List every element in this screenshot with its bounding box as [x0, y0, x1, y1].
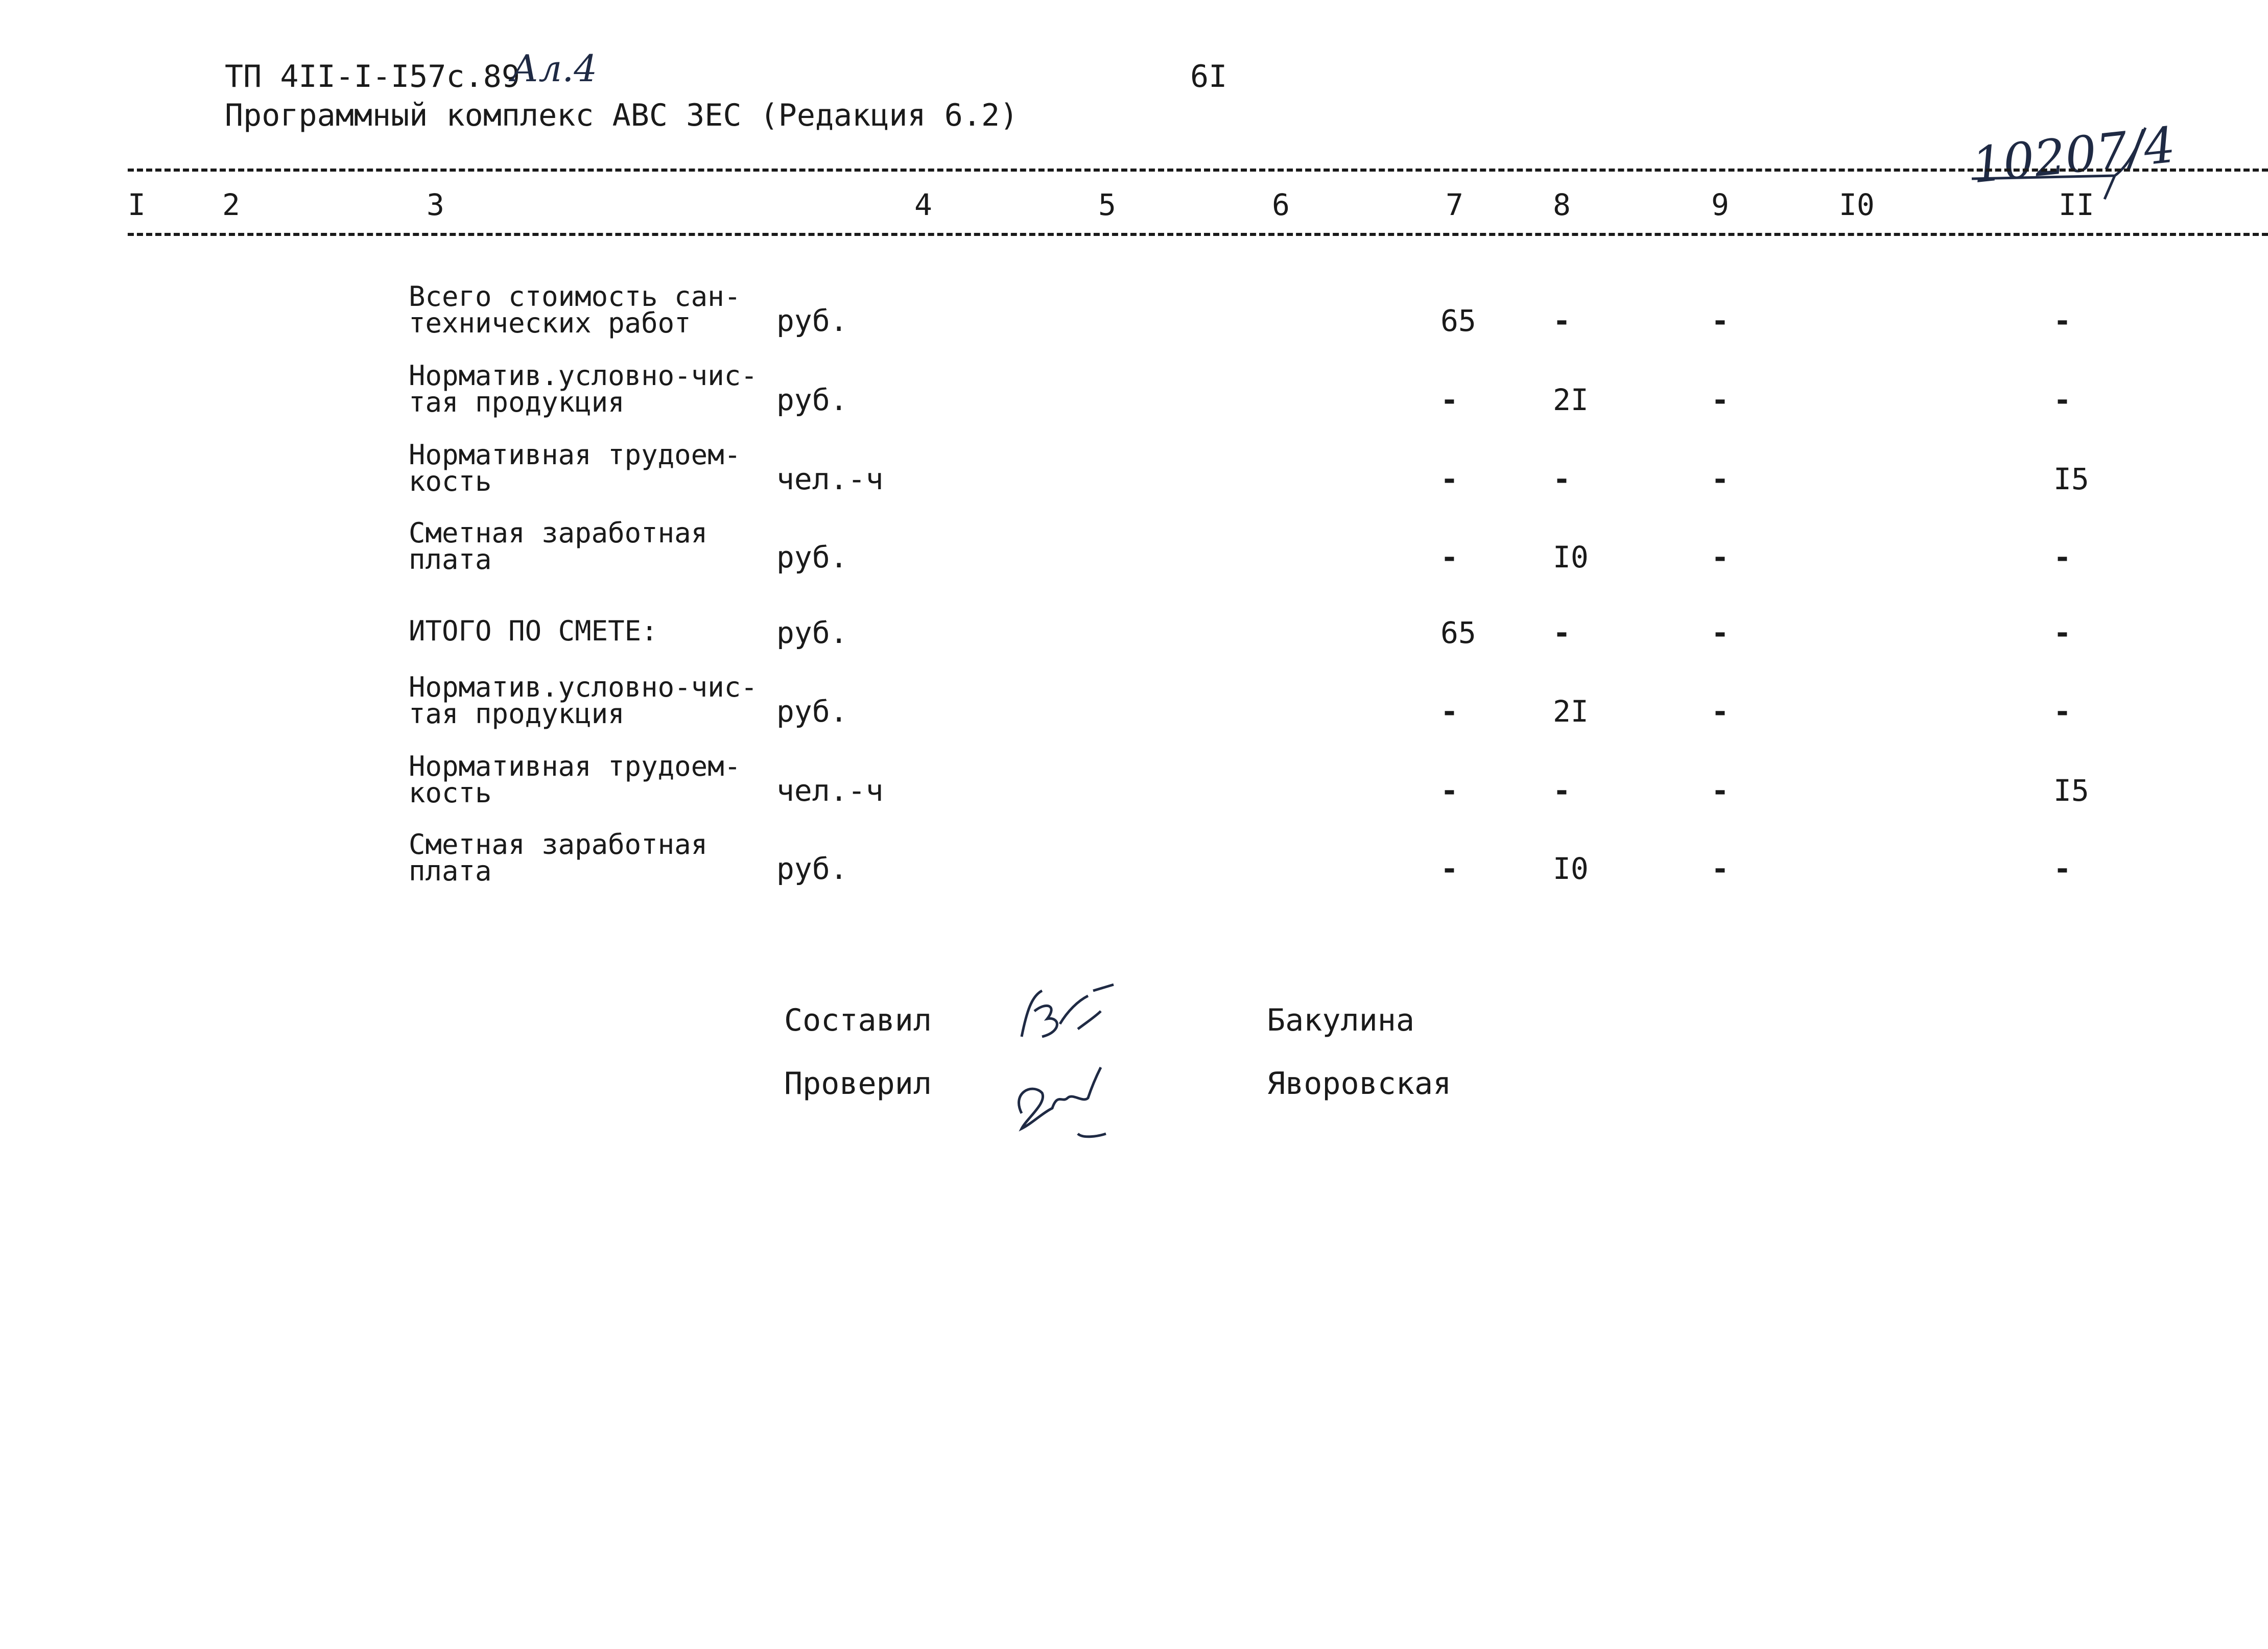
- row-description: Нормативная трудоем- кость: [409, 439, 741, 497]
- row-value-col-7: -: [1440, 773, 1458, 808]
- row-value-col-8: I0: [1553, 851, 1589, 886]
- row-unit: руб.: [776, 694, 848, 729]
- row-value-col-11: I5: [2053, 773, 2089, 808]
- row-unit: руб.: [776, 383, 848, 417]
- row-value-col-11: -: [2053, 694, 2071, 729]
- row-value-col-11: -: [2053, 383, 2071, 417]
- col-header-11: II: [2059, 187, 2094, 222]
- row-value-col-8: -: [1553, 773, 1571, 808]
- checked-signature: [1001, 1052, 1134, 1154]
- col-header-8: 8: [1553, 187, 1571, 222]
- row-value-col-8: -: [1553, 615, 1571, 650]
- row-description: Нормативная трудоем- кость: [409, 750, 741, 809]
- row-unit: руб.: [776, 615, 848, 650]
- checked-name: Яворовская: [1267, 1066, 1452, 1102]
- row-value-col-9: -: [1711, 773, 1729, 808]
- header-top-rule: [128, 169, 2268, 172]
- row-unit: чел.-ч: [776, 773, 884, 808]
- col-header-3: 3: [427, 187, 444, 222]
- row-value-col-11: I5: [2053, 462, 2089, 496]
- doc-code-handwritten: Ал.4: [511, 47, 598, 90]
- row-value-col-9: -: [1711, 383, 1729, 417]
- row-unit: руб.: [776, 540, 848, 575]
- compiled-signature: [1011, 981, 1144, 1062]
- col-header-4: 4: [914, 187, 932, 222]
- header-bottom-rule: [128, 233, 2268, 236]
- row-description: Норматив.условно-чис- тая продукция: [409, 360, 758, 418]
- row-value-col-9: -: [1711, 694, 1729, 729]
- row-value-col-11: -: [2053, 851, 2071, 886]
- row-value-col-8: 2I: [1553, 694, 1589, 729]
- row-value-col-8: 2I: [1553, 383, 1589, 417]
- col-header-7: 7: [1446, 187, 1463, 222]
- row-unit: руб.: [776, 851, 848, 886]
- page-number: 6I: [1190, 59, 1227, 94]
- col-header-1: I: [128, 187, 146, 222]
- row-value-col-8: I0: [1553, 540, 1589, 575]
- row-value-col-7: -: [1440, 462, 1458, 496]
- row-value-col-7: 65: [1440, 303, 1476, 338]
- row-description: Сметная заработная плата: [409, 828, 708, 887]
- col-header-2: 2: [222, 187, 240, 222]
- row-value-col-8: -: [1553, 303, 1571, 338]
- row-value-col-7: 65: [1440, 615, 1476, 650]
- doc-code: ТП 4II-I-I57с.89: [225, 59, 520, 94]
- row-value-col-9: -: [1711, 303, 1729, 338]
- col-header-5: 5: [1098, 187, 1116, 222]
- row-value-col-11: -: [2053, 303, 2071, 338]
- row-value-col-7: -: [1440, 851, 1458, 886]
- row-value-col-7: -: [1440, 540, 1458, 575]
- row-description: Сметная заработная плата: [409, 517, 708, 576]
- row-description: Всего стоимость сан- технических работ: [409, 280, 741, 339]
- row-value-col-7: -: [1440, 383, 1458, 417]
- row-value-col-9: -: [1711, 462, 1729, 496]
- program-title: Программный комплекс АВС 3ЕС (Редакция 6.2): [225, 98, 1019, 133]
- stamp-number: 10207/4: [1969, 116, 2178, 195]
- row-value-col-9: -: [1711, 851, 1729, 886]
- row-value-col-9: -: [1711, 615, 1729, 650]
- row-value-col-11: -: [2053, 615, 2071, 650]
- col-header-6: 6: [1272, 187, 1290, 222]
- checked-label: Проверил: [784, 1066, 932, 1102]
- compiled-name: Бакулина: [1267, 1002, 1414, 1038]
- row-description: Норматив.условно-чис- тая продукция: [409, 671, 758, 730]
- row-value-col-8: -: [1553, 462, 1571, 496]
- col-header-9: 9: [1711, 187, 1729, 222]
- row-unit: руб.: [776, 303, 848, 338]
- row-value-col-7: -: [1440, 694, 1458, 729]
- col-header-10: I0: [1839, 187, 1875, 222]
- compiled-label: Составил: [784, 1002, 932, 1038]
- row-description: ИТОГО ПО СМЕТЕ:: [409, 615, 658, 647]
- row-value-col-11: -: [2053, 540, 2071, 575]
- row-value-col-9: -: [1711, 540, 1729, 575]
- row-unit: чел.-ч: [776, 462, 884, 496]
